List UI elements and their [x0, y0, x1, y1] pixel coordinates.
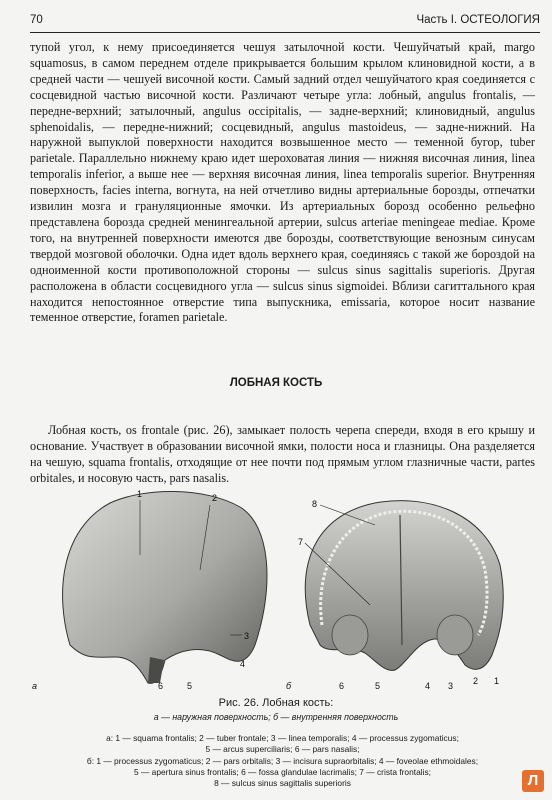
- label-b-2: 2: [473, 676, 479, 686]
- label-b-4: 4: [425, 681, 431, 690]
- panel-b-letter: б: [286, 681, 292, 690]
- page-number: 70: [30, 14, 43, 26]
- label-b-3: 3: [448, 681, 454, 690]
- label-a-3: 3: [244, 631, 250, 641]
- body-paragraph-1: тупой угол, к нему присоединяется чешуя затылочной кости. Чешуйчатый край, margo squamosus, в самом переднем отделе прикрывается большим крылом клиновидной кости, а в средней части — чешуей височной кости. Самый задний отдел чешуйчатого края соединяется с сосцевидной частью височной кости. Различают четыре угла: лобный, angulus frontalis, — передне-верхний; затылочный, angulus occipitalis, — задне-верхний; клиновидный, angulus sphenoidalis, — передне-нижний; сосцевидный, angulus mastoideus, — задне-нижний. На наружной выпуклой поверхности находится возвышенное место — теменной бугор, tuber parietale. Параллельно нижнему краю идет шероховатая линия — нижняя височная линия, linea temporalis inferior, а выше нее — верхняя височная линия, linea temporalis superior. Внутренняя поверхность, facies interna, вогнута, на ней отчетливо видны артериальные борозды, отпечатки извилин мозга и грануляционные ямочки. Из артериальных борозд особенно рельефно представлена борозда средней менингеальной артерии, sulcus arteriae meningeae mediae. Кроме того, на внутренней поверхности имеются две борозды, соответствующие венозным синусам твердой мозговой оболочки. Одна идет вдоль верхнего края, соединяясь с такой же бороздой на одноименной кости противоположной стороны — sulcus sinus sagittalis superioris. Другая расположена в области сосцевидного угла — sulcus sinus sigmoidei. Вблизи сагиттального края находится непостоянное отверстие типа выпускника, emissaria, которое носит название теменное отверстие, foramen parietale.: [30, 40, 535, 325]
- label-b-1: 1: [494, 676, 500, 686]
- panel-b-inner-surface: [305, 501, 503, 671]
- label-b-7: 7: [298, 537, 304, 547]
- label-a-1: 1: [137, 489, 143, 499]
- legend-line: а: 1 — squama frontalis; 2 — tuber frontale; 3 — linea temporalis; 4 — processus zygomaticus;: [106, 733, 459, 743]
- figure-caption-subtitle: а — наружная поверхность; б — внутренняя поверхность: [153, 712, 399, 722]
- label-a-6: 6: [158, 681, 164, 690]
- legend-line: б: 1 — processus zygomaticus; 2 — pars orbitalis; 3 — incisura supraorbitalis; 4 — foveolae ethmoidales;: [86, 755, 479, 766]
- figure-caption-title: Рис. 26. Лобная кость:: [218, 697, 334, 709]
- figure-drawing: [30, 485, 535, 690]
- running-title: Часть I. ОСТЕОЛОГИЯ: [416, 14, 540, 26]
- page-header: [30, 14, 540, 33]
- body-paragraph-2: Лобная кость, os frontale (рис. 26), замыкает полость черепа спереди, входя в его крышу и основание. Участвует в образовании височной ямки, полости носа и глазницы. Она разделяется на чешую, squama frontalis, отходящие от нее почти под прямым углом глазничные части, partes orbitales, и носовую часть, pars nasalis.: [30, 423, 535, 485]
- legend-line: 5 — arcus superciliaris; 6 — pars nasalis;: [205, 744, 360, 755]
- label-a-2: 2: [212, 493, 218, 503]
- label-b-8: 8: [312, 499, 318, 509]
- label-b-6: 6: [339, 681, 345, 690]
- figure-legend: [30, 733, 535, 789]
- figure-frontal-bone: [30, 485, 535, 690]
- panel-a-letter: а: [32, 681, 38, 690]
- label-a-4: 4: [240, 659, 246, 669]
- panel-a-outer-surface: [63, 491, 267, 683]
- legend-line: 8 — sulcus sinus sagittalis superioris: [214, 778, 351, 789]
- label-b-5: 5: [375, 681, 381, 690]
- legend-line: 5 — apertura sinus frontalis; 6 — fossa glandulae lacrimalis; 7 — crista frontalis;: [134, 766, 431, 777]
- section-heading: ЛОБНАЯ КОСТЬ: [229, 377, 323, 389]
- publisher-logo: Л: [522, 770, 544, 792]
- label-a-5: 5: [187, 681, 193, 690]
